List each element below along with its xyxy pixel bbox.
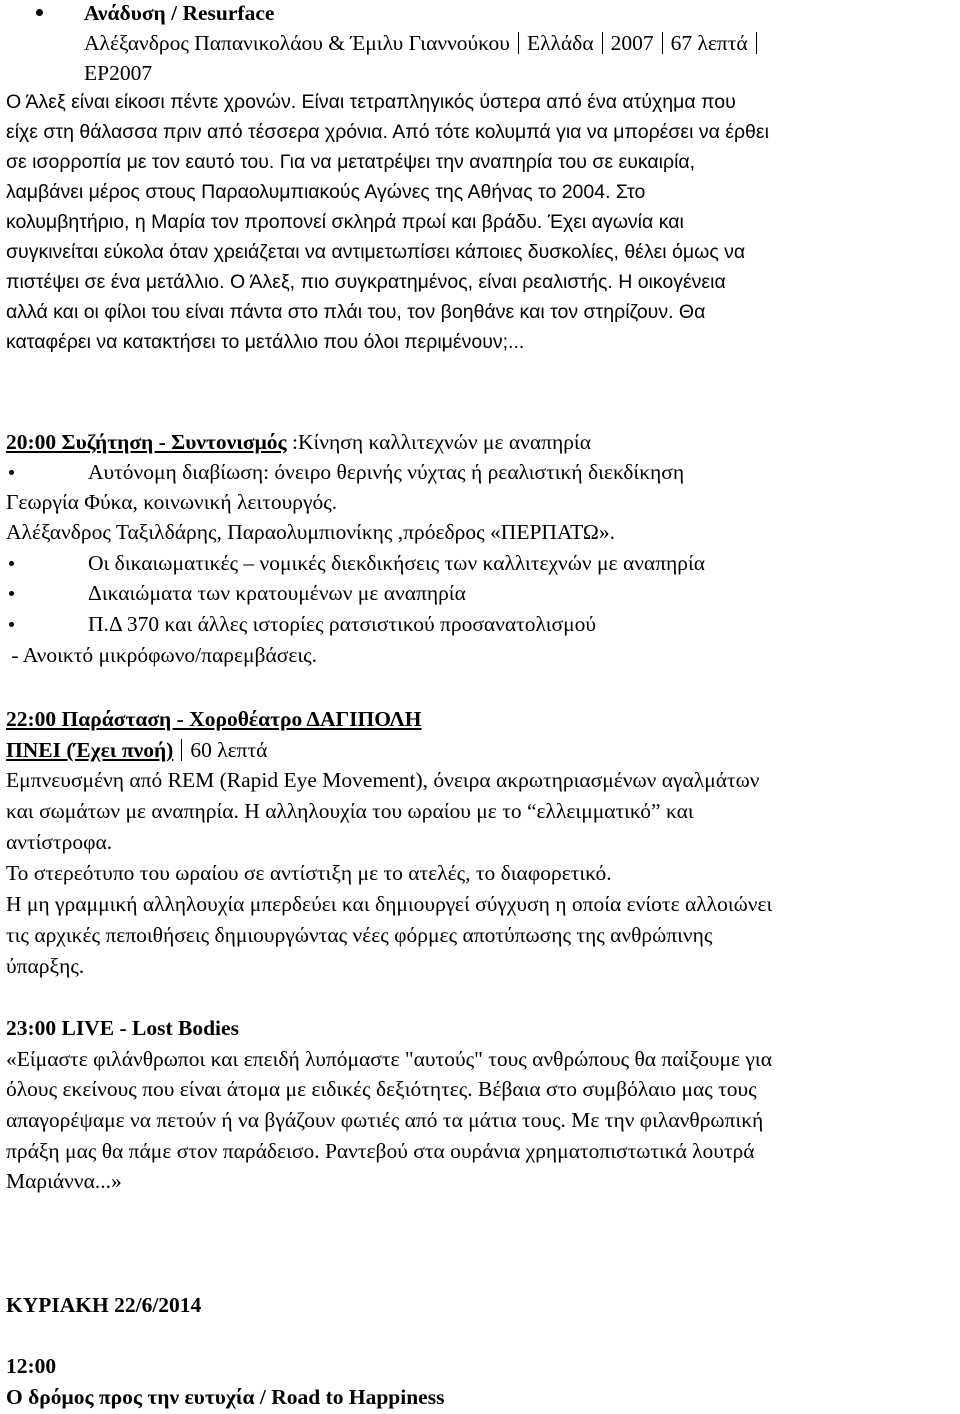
film-country: Ελλάδα	[526, 31, 594, 55]
synopsis-line: κολυμβητήριο, η Μαρία τον προπονεί σκληρά πρωί και βράδυ. Έχει αγωνία και	[6, 211, 684, 233]
separator	[756, 32, 757, 54]
bullet-icon	[9, 561, 14, 566]
live-heading: 23:00 LIVE - Lost Bodies	[6, 1016, 239, 1040]
topic-text: Π.Δ 370 και άλλες ιστορίες ρατσιστικού προσανατολισμού	[88, 612, 597, 636]
open-mic-line: - Ανοικτό μικρόφωνο/παρεμβάσεις.	[6, 643, 318, 667]
synopsis-line: Ο Άλεξ είναι είκοσι πέντε χρονών. Είναι τετραπληγικός ύστερα από ένα ατύχημα που	[6, 91, 736, 113]
performance-text-line: και σωμάτων με αναπηρία. Η αλληλουχία του ωραίου με το “ελλειμματικό” και	[6, 799, 694, 823]
discussion-heading	[6, 428, 591, 456]
bullet-icon	[9, 470, 14, 475]
separator	[602, 32, 603, 54]
live-text-line: όλους εκείνους που είναι άτομα με ειδικές δεξιότητες. Βέβαια στο συμβόλαιο μας τους	[6, 1077, 757, 1101]
separator	[181, 739, 182, 761]
topic-text: Οι δικαιωματικές – νομικές διεκδικήσεις των καλλιτεχνών με αναπηρία	[88, 551, 706, 575]
bullet-icon	[36, 9, 43, 16]
topic-text: Δικαιώματα των κρατουμένων με αναπηρία	[88, 581, 466, 605]
synopsis-line: συγκινείται εύκολα όταν χρειάζεται να αντιμετωπίσει κάποιες δυσκολίες, θέλει όμως να	[6, 241, 746, 263]
discussion-time-title: 20:00 Συζήτηση - Συντονισμός	[6, 430, 287, 454]
topic-text: Αυτόνομη διαβίωση: όνειρο θερινής νύχτας ή ρεαλιστική διεκδίκηση	[88, 460, 685, 484]
discussion-topic	[6, 458, 684, 486]
performance-text-line: αντίστροφα.	[6, 830, 113, 854]
live-text-line: «Είμαστε φιλάνθρωποι και επειδή λυπόμαστε "αυτούς" τους ανθρώπους θα παίξουμε για	[6, 1047, 772, 1071]
discussion-topic	[6, 610, 596, 638]
synopsis-line: αλλά και οι φίλοι του είναι πάντα στο πλάι του, τον βοηθάνε και τον στηρίζουν. Θα	[6, 301, 706, 323]
performance-duration: 60 λεπτά	[190, 738, 268, 762]
separator	[518, 32, 519, 54]
film-credits: Αλέξανδρος Παπανικολάου & Έμιλυ Γιαννούκου	[84, 31, 510, 55]
synopsis-line: λαμβάνει μέρος στους Παραολυμπιακούς Αγώνες της Αθήνας το 2004. Στο	[6, 181, 646, 203]
performance-text-line: Το στερεότυπο του ωραίου σε αντίστιξη με το ατελές, το διαφορετικό.	[6, 861, 612, 885]
bullet-icon	[9, 591, 14, 596]
film-credits-line	[84, 29, 765, 57]
synopsis-line: σε ισορροπία με τον εαυτό του. Για να μετατρέψει την αναπηρία του σε ευκαιρία,	[6, 151, 696, 173]
film-title: Ανάδυση / Resurface	[84, 1, 275, 25]
discussion-topic-title: :Κίνηση καλλιτεχνών με αναπηρία	[286, 430, 591, 454]
film-year: 2007	[610, 31, 654, 55]
event-title: Ο δρόμος προς την ευτυχία / Road to Happiness	[6, 1385, 445, 1409]
day-heading: ΚΥΡΙΑΚΗ 22/6/2014	[6, 1293, 202, 1317]
discussion-topic	[6, 549, 705, 577]
performance-text-line: Εμπνευσμένη από REM (Rapid Eye Movement), όνειρα ακρωτηριασμένων αγαλμάτων	[6, 768, 760, 792]
live-text-line: Μαριάννα...»	[6, 1169, 122, 1193]
separator	[662, 32, 663, 54]
discussion-topic	[6, 579, 466, 607]
performance-name: ΠΝΕΙ (Έχει πνοή)	[6, 738, 174, 762]
synopsis-line: πιστέψει σε ένα μετάλλιο. Ο Άλεξ, πιο συγκρατημένος, είναι ρεαλιστής. Η οικογένεια	[6, 271, 726, 293]
speaker-line: Γεωργία Φύκα, κοινωνική λειτουργός.	[6, 490, 338, 514]
synopsis-line: καταφέρει να κατακτήσει το μετάλλιο που όλοι περιμένουν;...	[6, 331, 525, 353]
film-code: ΕΡ2007	[84, 61, 153, 85]
performance-title-line	[6, 736, 267, 764]
performance-text-line: ύπαρξης.	[6, 954, 85, 978]
performance-text-line: τις αρχικές πεποιθήσεις δημιουργώντας νέες φόρμες αποτύπωσης της ανθρώπινης	[6, 923, 713, 947]
performance-text-line: Η μη γραμμική αλληλουχία μπερδεύει και δημιουργεί σύγχυση η οποία ενίοτε αλλοιώνει	[6, 892, 773, 916]
live-text-line: πράξη μας θα πάμε στον παράδεισο. Ραντεβού στα ουράνια χρηματοπιστωτικά λουτρά	[6, 1139, 755, 1163]
performance-heading: 22:00 Παράσταση - Χοροθέατρο ΔΑΓΙΠΟΛΗ	[6, 707, 422, 731]
synopsis-line: είχε στη θάλασσα πριν από τέσσερα χρόνια. Από τότε κολυμπά για να μπορέσει να έρθει	[6, 121, 769, 143]
event-time: 12:00	[6, 1354, 57, 1378]
bullet-icon	[9, 622, 14, 627]
speaker-line: Αλέξανδρος Ταξιλδάρης, Παραολυμπιονίκης ,πρόεδρος «ΠΕΡΠΑΤΩ».	[6, 520, 615, 544]
live-text-line: απαγορέψαμε να πετούν ή να βγάζουν φωτιές από τα μάτια τους. Με την φιλανθρωπική	[6, 1108, 764, 1132]
film-duration: 67 λεπτά	[670, 31, 748, 55]
